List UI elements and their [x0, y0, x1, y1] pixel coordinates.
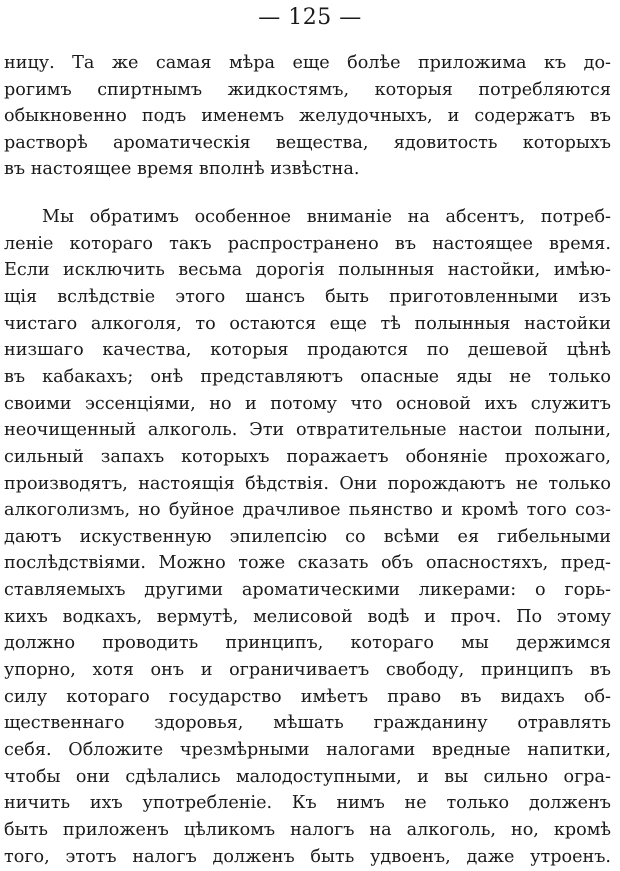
text-line: неочищенный алкоголь. Эти отвратительные настои полыни, — [4, 420, 611, 441]
text-line: щія вслѣдствіе этого шансъ быть приготовленными изъ — [4, 286, 611, 307]
text-line: ницу. Та же самая мѣра еще болѣе приложима къ до- — [4, 53, 611, 73]
text-line: растворѣ ароматическія вещества, ядовитость которыхъ — [4, 132, 611, 153]
text-line: послѣдствіями. Можно тоже сказать объ опасностяхъ, пред- — [4, 553, 611, 574]
text-line: въ кабакахъ; онѣ представляютъ опасные яды не только — [4, 366, 611, 387]
text-line: рогимъ спиртнымъ жидкостямъ, которыя потребляются — [4, 79, 611, 100]
text-line: Если исключить весьма дорогія полынныя настойки, имѣю- — [4, 260, 611, 281]
text-line: алкоголизмъ, но буйное драчливое пьянство и кромѣ того соз- — [4, 500, 611, 521]
text-line: своими эссенціями, но и потому что основой ихъ служитъ — [4, 393, 611, 414]
text-line: чтобы они сдѣлались малодоступными, и вы сильно огра- — [4, 766, 611, 787]
text-line: даютъ искуственную эпилепсію со всѣми ея гибельными — [4, 526, 611, 547]
text-line: леніе котораго такъ распространено въ настоящее время. — [4, 233, 611, 254]
text-line: того, этотъ налогъ долженъ быть удвоенъ, даже утроенъ. — [4, 846, 611, 867]
text-line: себя. Обложите чрезмѣрными налогами вредные напитки, — [4, 740, 611, 760]
text-line: упорно, хотя онъ и ограничиваетъ свободу, принципъ въ — [4, 660, 611, 681]
text-line: чистаго алкоголя, то остаются еще тѣ полынныя настойки — [4, 313, 611, 334]
text-line: Мы обратимъ особенное вниманіе на абсентъ, потреб- — [42, 207, 611, 227]
text-line: должно проводить принципъ, котораго мы держимся — [4, 633, 611, 654]
text-line: въ настоящее время вполнѣ извѣстна. — [4, 159, 360, 180]
text-line: ничить ихъ употребленіе. Къ нимъ не только долженъ — [4, 793, 611, 814]
text-line: обыкновенно подъ именемъ желудочныхъ, и содержатъ въ — [4, 106, 611, 127]
text-line: силу котораго государство имѣетъ право въ видахъ об- — [4, 686, 611, 707]
page-number: — 125 — — [258, 5, 362, 30]
text-line: сильный запахъ которыхъ поражаетъ обоняніе прохожаго, — [4, 446, 611, 467]
text-line: производятъ, настоящія бѣдствія. Они порождаютъ не только — [4, 473, 611, 494]
text-line: кихъ водкахъ, вермутѣ, мелисовой водѣ и проч. По этому — [4, 606, 611, 627]
text-line: ставляемыхъ другими ароматическими ликерами: о горь- — [4, 580, 611, 601]
text-line: быть приложенъ цѣликомъ налогъ на алкоголь, но, кромѣ — [4, 819, 611, 840]
text-line: низшаго качества, которыя продаются по дешевой цѣнѣ — [4, 340, 611, 361]
text-line: щественнаго здоровья, мѣшать гражданину отравлять — [4, 713, 611, 734]
